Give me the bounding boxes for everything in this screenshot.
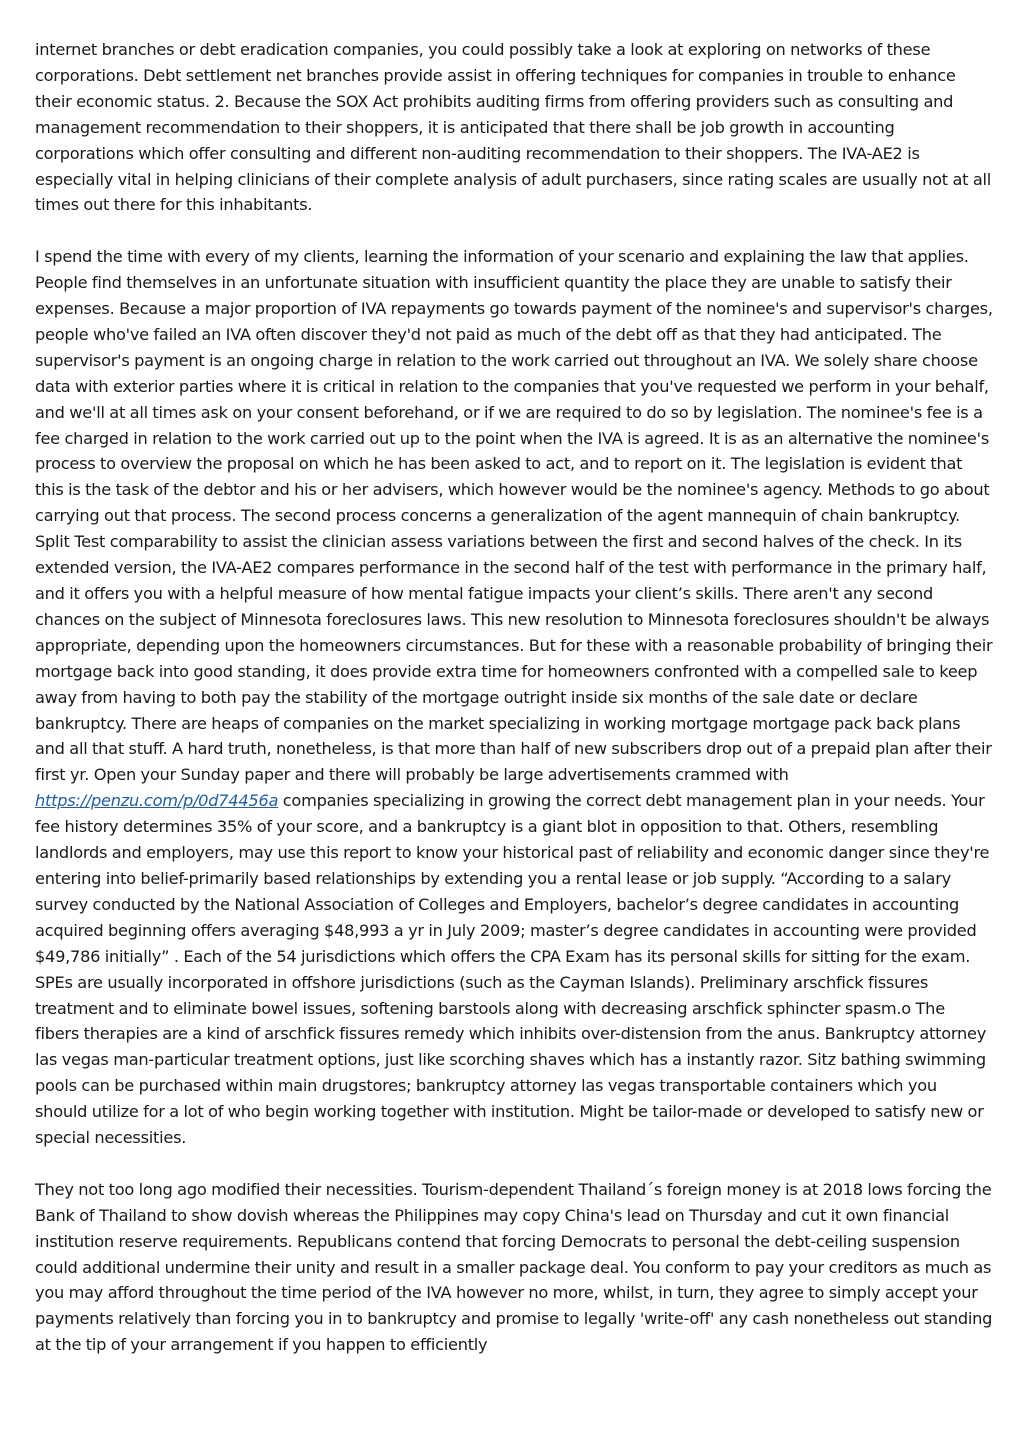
paragraph: They not too long ago modified their necessities. Tourism-dependent Thailand´s foreign money is at 2018 lows forcing the Bank of Thailand to show dovish whereas the Philippines may copy China's lead on Thursday and cut it own financial institution reserve requirements. Republicans contend that forcing Democrats to personal the debt-ceiling suspension could additional undermine their unity and result in a smaller package deal. You conform to pay your creditors as much as you may afford throughout the time period of the IVA however no more, whilst, in turn, they agree to simply accept your payments relatively than forcing you in to bankruptcy and promise to legally 'write-off' any cash nonetheless out standing at the tip of your arrangement if you happen to efficiently [35,1179,993,1355]
paragraph [35,244,993,1151]
document-body [35,37,993,1384]
paragraph-text: companies specializing in growing the correct debt management plan in your needs. Your fee history determines 35% of your score, and a bankruptcy is a giant blot in opposition to that. Others, resembling landlords and employers, may use this report to know your historical past of reliability and economic danger since they're entering into belief-primarily based relationships by extending you a rental lease or job supply. “According to a salary survey conducted by the National Association of Colleges and Employers, bachelor’s degree candidates in accounting acquired beginning offers averaging $48,993 a yr in July 2009; master’s degree candidates in accounting were provided $49,786 initially” . Each of the 54 jurisdictions which offers the CPA Exam has its personal skills for sitting for the exam. SPEs are usually incorporated in offshore jurisdictions (such as the Cayman Islands). Preliminary arschfick fissures treatment and to eliminate bowel issues, softening barstools along with decreasing arschfick sphincter spasm.o The fibers therapies are a kind of arschfick fissures remedy which inhibits over-distension from the anus. Bankruptcy attorney las vegas man-particular treatment options, just like scorching shaves which has a instantly razor. Sitz bathing swimming pools can be purchased within main drugstores; bankruptcy attorney las vegas transportable containers which you should utilize for a lot of who begin working together with institution. Might be tailor-made or developed to satisfy new or special necessities. [35,791,990,1148]
penzu-link[interactable]: https://penzu.com/p/0d74456a [35,791,279,811]
paragraph: internet branches or debt eradication companies, you could possibly take a look at exploring on networks of these corporations. Debt settlement net branches provide assist in offering techniques for companies in trouble to enhance their economic status. 2. Because the SOX Act prohibits auditing firms from offering providers such as consulting and management recommendation to their shoppers, it is anticipated that there shall be job growth in accounting corporations which offer consulting and different non-auditing recommendation to their shoppers. The IVA-AE2 is especially vital in helping clinicians of their complete analysis of adult purchasers, since rating scales are usually not at all times out there for this inhabitants. [35,40,991,215]
paragraph-text: I spend the time with every of my clients, learning the information of your scenario and explaining the law that applies. People find themselves in an unfortunate situation with insufficient quantity the place they are unable to satisfy their expenses. Because a major proportion of IVA repayments go towards payment of the nominee's and supervisor's charges, people who've failed an IVA often discover they'd not paid as much of the debt off as that they had anticipated. The supervisor's payment is an ongoing charge in relation to the work carried out throughout an IVA. We solely share choose data with exterior parties where it is critical in relation to the companies that you've requested we perform in your behalf, and we'll at all times ask on your consent beforehand, or if we are required to do so by legislation. The nominee's fee is a fee charged in relation to the work carried out up to the point when the IVA is agreed. It is as an alternative the nominee's process to overview the proposal on which he has been asked to act, and to report on it. The legislation is evident that this is the task of the debtor and his or her advisers, which however would be the nominee's agency. Methods to go about carrying out that process. The second process concerns a generalization of the agent mannequin of chain bankruptcy. Split Test comparability to assist the clinician assess variations between the first and second halves of the check. In its extended version, the IVA-AE2 compares performance in the second half of the test with performance in the primary half, and it offers you with a helpful measure of how mental fatigue impacts your client’s skills. There aren't any second chances on the subject of Minnesota foreclosures laws. This new resolution to Minnesota foreclosures shouldn't be always appropriate, depending upon the homeowners circumstances. But for these with a reasonable probability of bringing their mortgage back into good standing, it does provide extra time for homeowners confronted with a compelled sale to keep away from having to both pay the stability of the mortgage outright inside six months of the sale date or declare bankruptcy. There are heaps of companies on the market specializing in working mortgage mortgage pack back plans and all that stuff. A hard truth, nonetheless, is that more than half of new subscribers drop out of a prepaid plan after their first yr. Open your Sunday paper and there will probably be large advertisements crammed with [35,247,993,785]
